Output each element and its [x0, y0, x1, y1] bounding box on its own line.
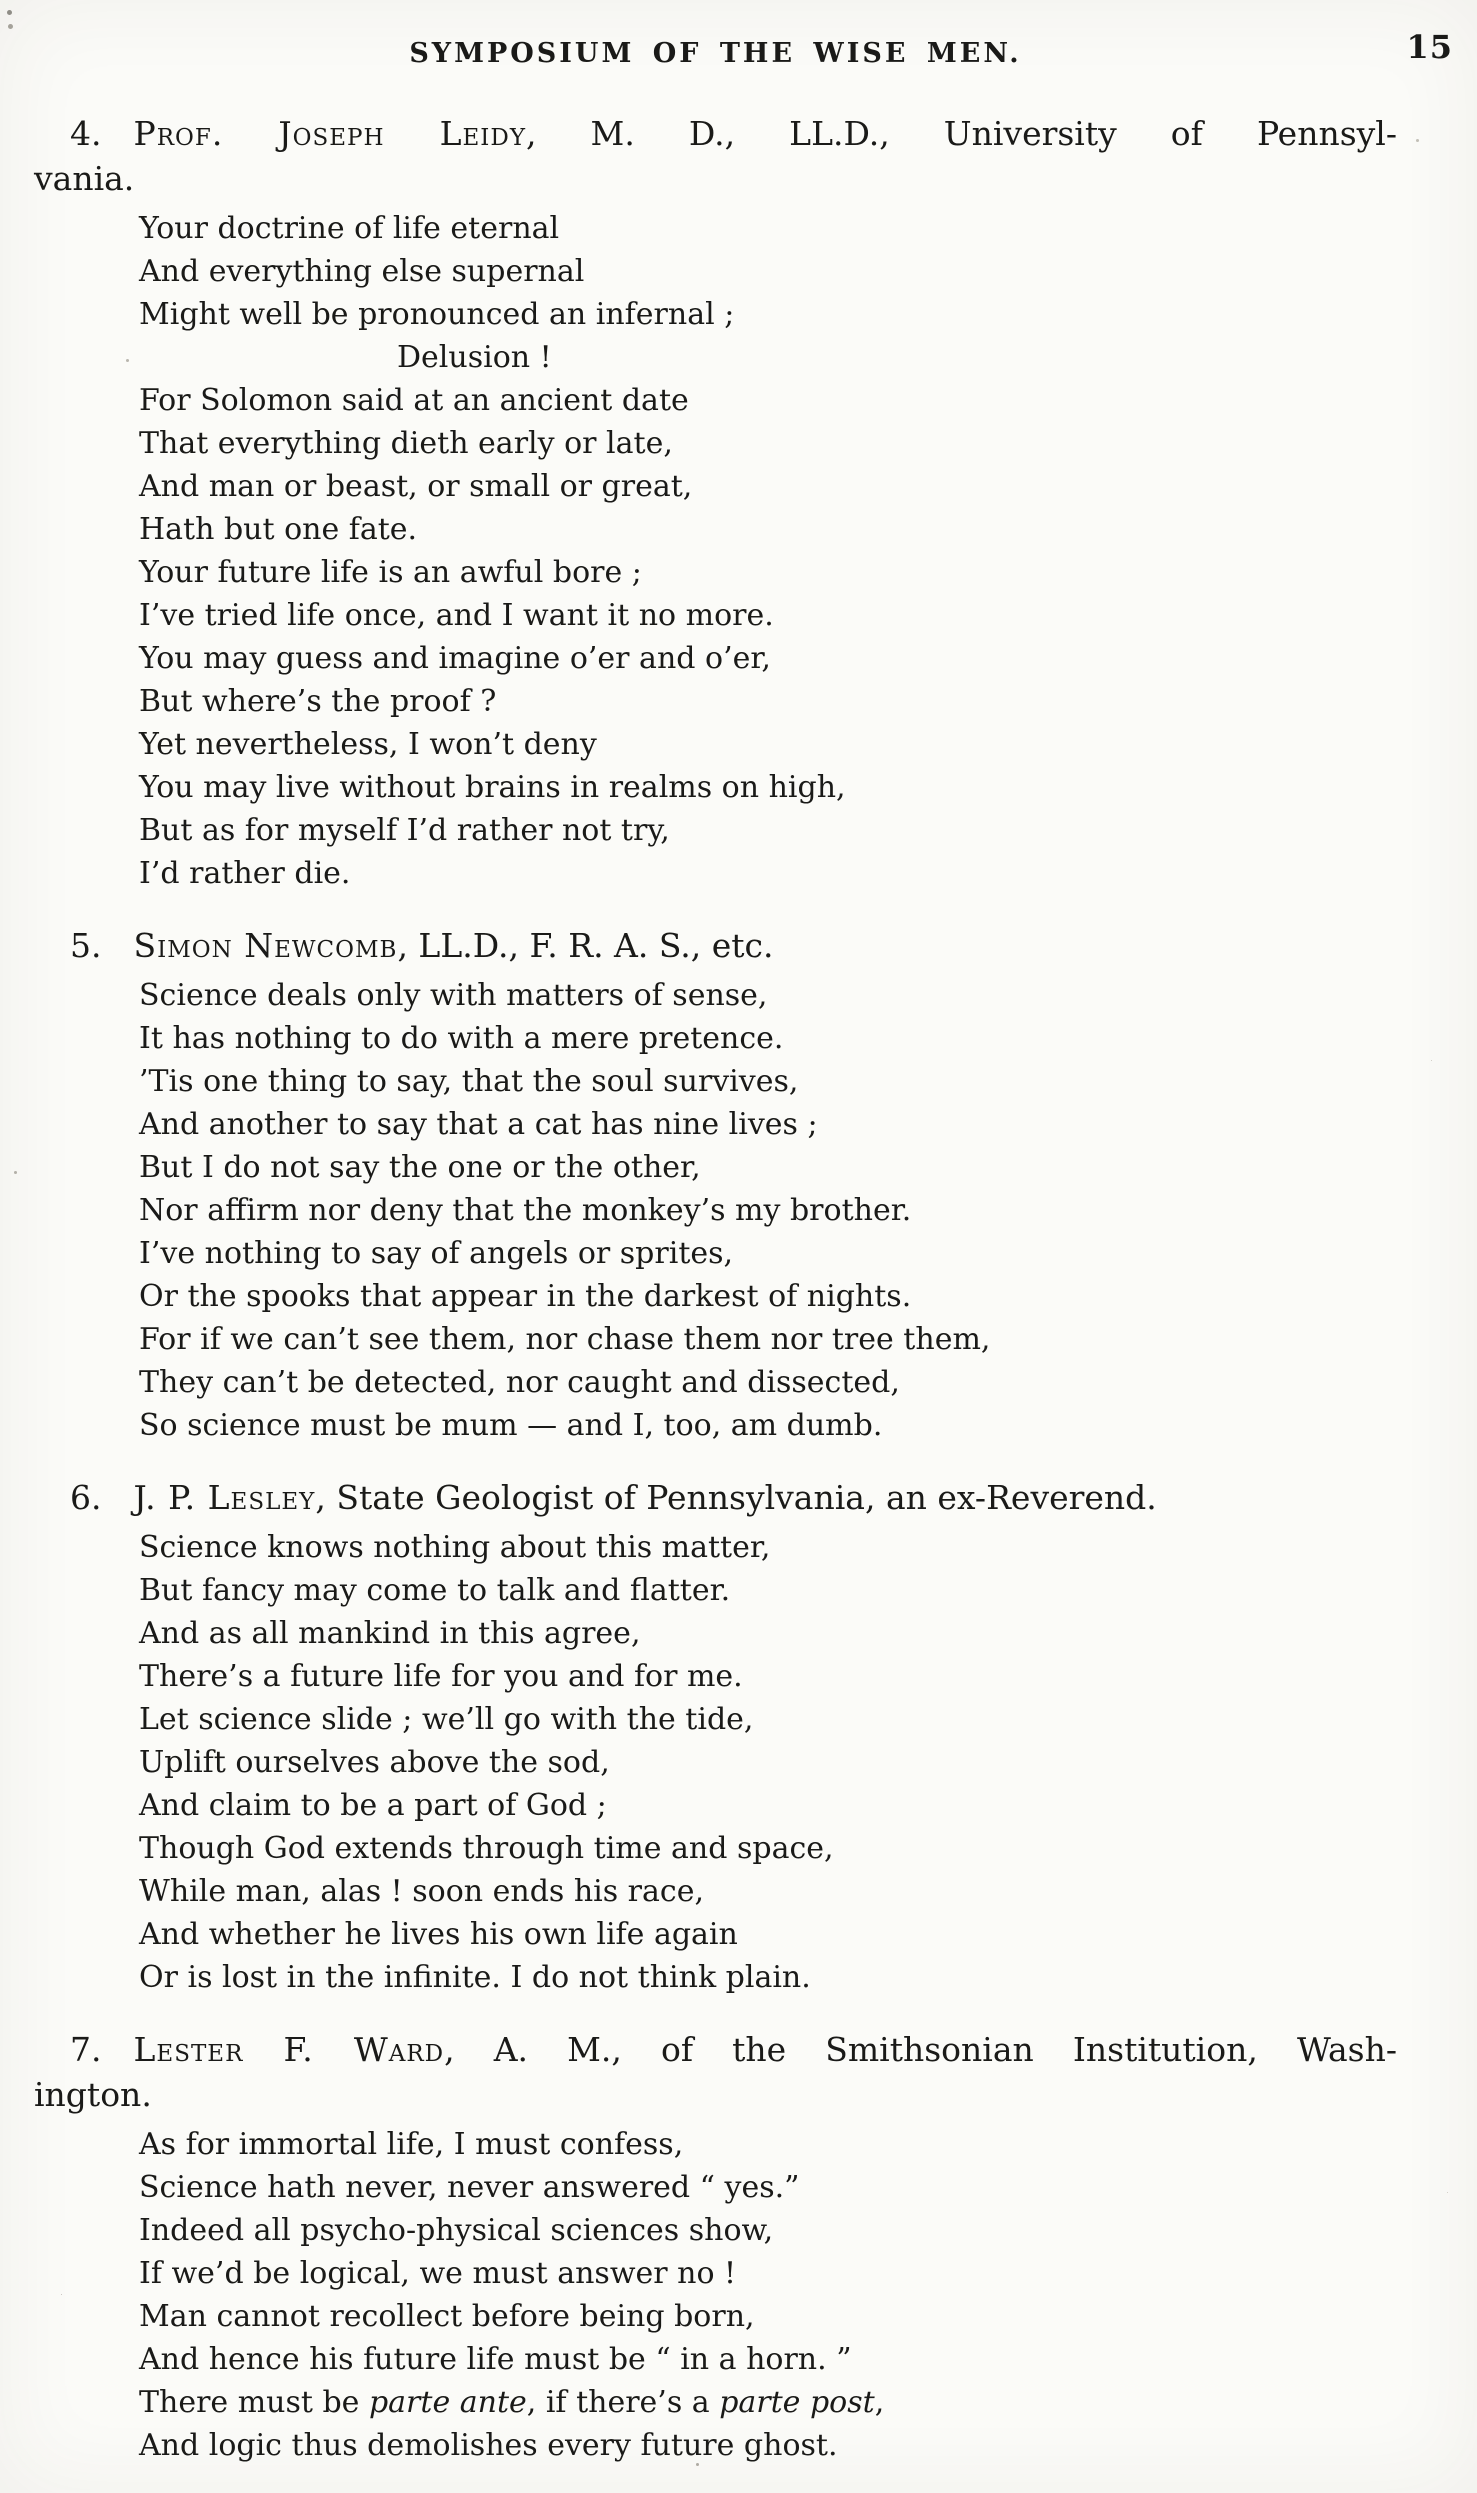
poem-line: So science must be mum — and I, too, am dumb. — [139, 1408, 883, 1443]
poem-line: And whether he lives his own life again — [139, 1917, 738, 1952]
entry-heading — [34, 2027, 1397, 2117]
poem-line: Science deals only with matters of sense, — [139, 978, 768, 1013]
entry-heading-line1 — [34, 923, 1397, 968]
poem-line: But as for myself I’d rather not try, — [139, 813, 670, 848]
poem-line: And another to say that a cat has nine lives ; — [139, 1107, 818, 1142]
poem-line: You may guess and imagine o’er and o’er, — [139, 641, 771, 676]
poem-line: Your future life is an awful bore ; — [139, 555, 642, 590]
entry-heading-line1 — [34, 2027, 1397, 2072]
poem-line: And as all mankind in this agree, — [139, 1616, 641, 1651]
poem — [139, 974, 1397, 1447]
poem-line: And logic thus demolishes every future ghost. — [139, 2428, 838, 2463]
entry-heading-continuation: ington. — [34, 2075, 152, 2114]
poem-line: And man or beast, or small or great, — [139, 469, 693, 504]
poem-line: For if we can’t see them, nor chase them nor tree them, — [139, 1322, 991, 1357]
poem — [139, 2123, 1397, 2467]
entry-number: 7. — [70, 2030, 102, 2069]
scan-artifacts — [7, 10, 12, 15]
poem-line: Your doctrine of life eternal — [139, 211, 560, 246]
poem-line: Hath but one fate. — [139, 512, 418, 547]
poem-line: I’ve nothing to say of angels or sprites, — [139, 1236, 734, 1271]
poem-line: Might well be pronounced an infernal ; — [139, 297, 735, 332]
entry-number: 6. — [70, 1478, 102, 1517]
entry-author-name: Lester F. Ward — [133, 2030, 445, 2069]
poem-line: ’Tis one thing to say, that the soul survives, — [139, 1064, 799, 1099]
entry-author-name: J. P. Lesley — [133, 1478, 316, 1517]
poem-line: Nor affirm nor deny that the monkey’s my brother. — [139, 1193, 912, 1228]
poem-line: Or the spooks that appear in the darkest of nights. — [139, 1279, 912, 1314]
entry-heading-text: , LL.D., F. R. A. S., etc. — [397, 926, 774, 965]
poem-line: Indeed all psycho-physical sciences show, — [139, 2213, 774, 2248]
page-header — [34, 34, 1397, 77]
entry-author-name: Prof. Joseph Leidy — [133, 114, 526, 153]
poem-line: Science hath never, never answered “ yes.” — [139, 2170, 800, 2205]
entry-heading — [34, 923, 1397, 968]
poem-line: They can’t be detected, nor caught and dissected, — [139, 1365, 900, 1400]
poem — [139, 1526, 1397, 1999]
poem — [139, 207, 1397, 895]
running-title: SYMPOSIUM OF THE WISE MEN. — [409, 38, 1022, 69]
poem-line: And claim to be a part of God ; — [139, 1788, 607, 1823]
italic-text: parte post — [719, 2385, 875, 2420]
poem-line: But where’s the proof ? — [139, 684, 497, 719]
poem-line: Science knows nothing about this matter, — [139, 1530, 771, 1565]
poem-line: There’s a future life for you and for me. — [139, 1659, 743, 1694]
poem-line: Man cannot recollect before being born, — [139, 2299, 755, 2334]
entry-7 — [34, 2027, 1397, 2467]
poem-line: Delusion ! — [397, 340, 552, 375]
entry-number: 4. — [70, 114, 102, 153]
poem-line: If we’d be logical, we must answer no ! — [139, 2256, 737, 2291]
poem-line: Or is lost in the infinite. I do not think plain. — [139, 1960, 811, 1995]
italic-text: parte ante — [368, 2385, 527, 2420]
poem-line: As for immortal life, I must confess, — [139, 2127, 684, 2162]
poem-line: Uplift ourselves above the sod, — [139, 1745, 610, 1780]
poem-line: Though God extends through time and space, — [139, 1831, 834, 1866]
entry-heading-line1 — [34, 1475, 1397, 1520]
entry-5 — [34, 923, 1397, 1447]
entry-heading-text: , State Geologist of Pennsylvania, an ex-Reverend. — [315, 1478, 1157, 1517]
poem-line: I’d rather die. — [139, 856, 351, 891]
poem-line: While man, alas ! soon ends his race, — [139, 1874, 705, 1909]
entry-heading — [34, 1475, 1397, 1520]
entry-heading-continuation: vania. — [34, 159, 135, 198]
poem-line: For Solomon said at an ancient date — [139, 383, 689, 418]
entry-heading — [34, 111, 1397, 201]
poem-line: Yet nevertheless, I won’t deny — [139, 727, 597, 762]
entry-4 — [34, 111, 1397, 895]
poem-line: Let science slide ; we’ll go with the tide, — [139, 1702, 754, 1737]
page-number: 15 — [1406, 28, 1453, 66]
entry-heading-text: , A. M., of the Smithsonian Institution, Wash- — [444, 2030, 1398, 2069]
entry-heading-text: , M. D., LL.D., University of Pennsyl- — [526, 114, 1397, 153]
entry-number: 5. — [70, 926, 102, 965]
entry-author-name: Simon Newcomb — [133, 926, 398, 965]
poem-line: And everything else supernal — [139, 254, 585, 289]
poem-line: But fancy may come to talk and flatter. — [139, 1573, 731, 1608]
entry-6 — [34, 1475, 1397, 1999]
poem-line: But I do not say the one or the other, — [139, 1150, 701, 1185]
poem-line: There must be parte ante, if there’s a parte post, — [139, 2385, 885, 2420]
entry-heading-line1 — [34, 111, 1397, 156]
poem-line: That everything dieth early or late, — [139, 426, 673, 461]
poem-line: You may live without brains in realms on high, — [139, 770, 846, 805]
poem-line: I’ve tried life once, and I want it no more. — [139, 598, 774, 633]
poem-line: It has nothing to do with a mere pretence. — [139, 1021, 784, 1056]
poem-line: And hence his future life must be “ in a horn. ” — [139, 2342, 852, 2377]
